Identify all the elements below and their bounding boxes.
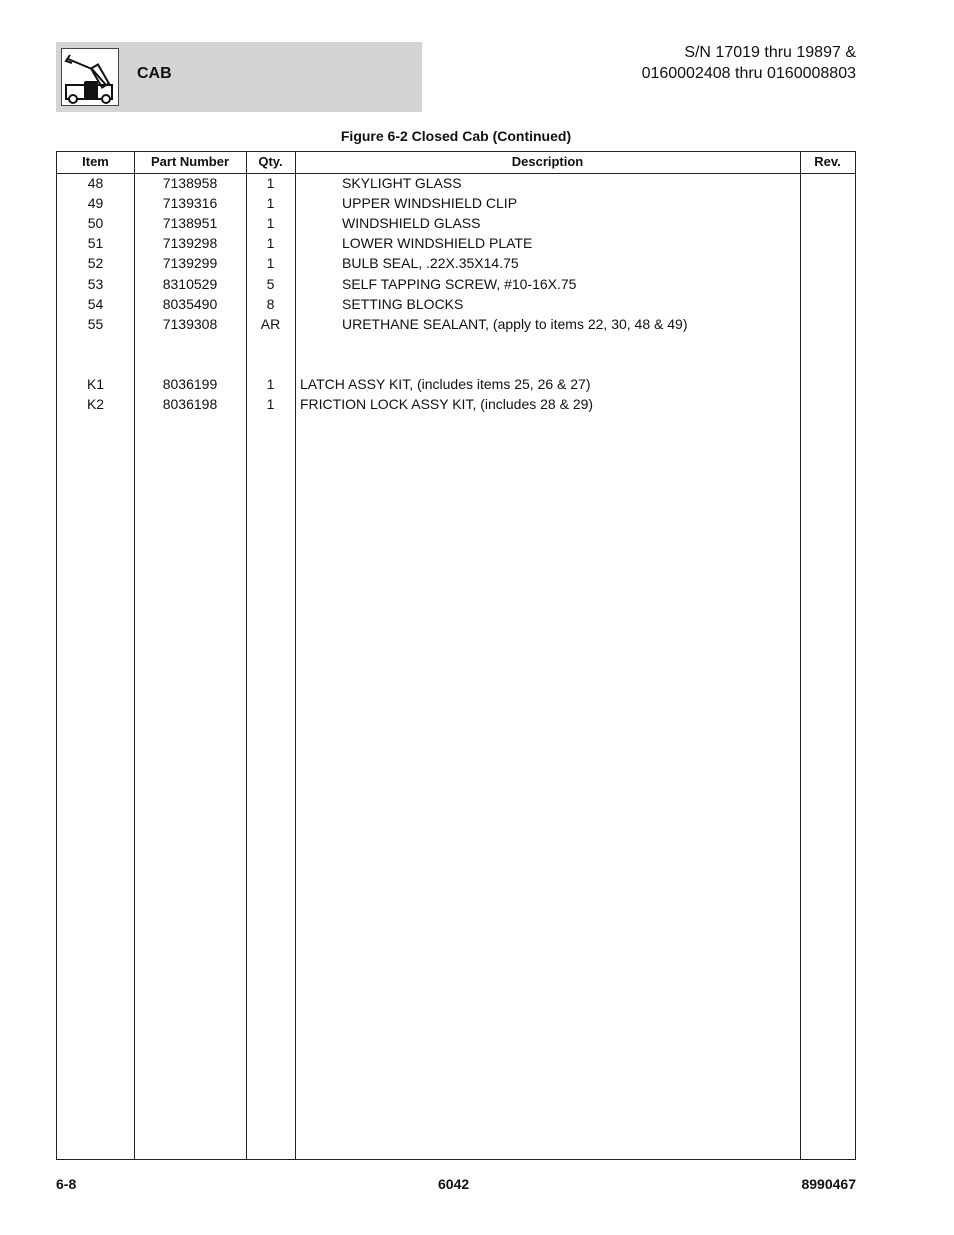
item-cell: 52 — [87, 255, 104, 271]
telehandler-icon — [61, 48, 119, 106]
qty-cell: 1 — [266, 195, 275, 211]
page-number: 6-8 — [56, 1176, 77, 1192]
part-number-cell: 8035490 — [162, 296, 218, 312]
table-row — [57, 374, 855, 394]
description-cell: SELF TAPPING SCREW, #10-16X.75 — [342, 276, 577, 292]
part-number-cell: 8036199 — [162, 376, 218, 392]
column-header-part-number: Part Number — [150, 154, 230, 169]
table-row — [57, 173, 855, 193]
table-row — [57, 274, 855, 294]
serial-range — [642, 42, 856, 84]
description-cell: WINDSHIELD GLASS — [342, 215, 481, 231]
qty-cell: 5 — [266, 276, 275, 292]
description-cell: SKYLIGHT GLASS — [342, 175, 462, 191]
description-cell: SETTING BLOCKS — [342, 296, 464, 312]
part-number-cell: 7139308 — [162, 316, 218, 332]
table-row — [57, 213, 855, 233]
description-cell: FRICTION LOCK ASSY KIT, (includes 28 & 29) — [300, 396, 594, 412]
qty-cell: 1 — [266, 396, 275, 412]
item-cell: 49 — [87, 195, 104, 211]
item-cell: 48 — [87, 175, 104, 191]
column-header-qty: Qty. — [258, 154, 283, 169]
qty-cell: 1 — [266, 215, 275, 231]
item-cell: K1 — [86, 376, 105, 392]
serial-line-1: S/N 17019 thru 19897 & — [684, 44, 856, 61]
description-cell: LATCH ASSY KIT, (includes items 25, 26 & 27) — [300, 376, 591, 392]
section-title: CAB — [137, 65, 172, 82]
part-number-cell: 7138951 — [162, 215, 218, 231]
description-cell: UPPER WINDSHIELD CLIP — [342, 195, 518, 211]
description-cell: LOWER WINDSHIELD PLATE — [342, 235, 533, 251]
column-header-item: Item — [82, 154, 109, 169]
table-row — [57, 233, 855, 253]
item-cell: 51 — [87, 235, 104, 251]
table-row — [57, 253, 855, 273]
column-header-description: Description — [511, 154, 584, 169]
part-number-cell: 7138958 — [162, 175, 218, 191]
part-number-cell: 8036198 — [162, 396, 218, 412]
qty-cell: 1 — [266, 175, 275, 191]
description-cell: BULB SEAL, .22X.35X14.75 — [342, 255, 519, 271]
parts-table — [56, 151, 856, 1160]
item-cell: K2 — [86, 396, 105, 412]
item-cell: 50 — [87, 215, 104, 231]
qty-cell: AR — [260, 316, 281, 332]
table-row — [57, 314, 855, 334]
document-number: 8990467 — [801, 1176, 856, 1192]
description-cell: URETHANE SEALANT, (apply to items 22, 30, 48 & 49) — [342, 316, 688, 332]
part-number-cell: 7139316 — [162, 195, 218, 211]
qty-cell: 8 — [266, 296, 275, 312]
item-cell: 55 — [87, 316, 104, 332]
table-row — [57, 193, 855, 213]
part-number-cell: 7139299 — [162, 255, 218, 271]
table-row — [57, 294, 855, 314]
qty-cell: 1 — [266, 255, 275, 271]
figure-title: Figure 6-2 Closed Cab (Continued) — [340, 128, 572, 144]
item-cell: 53 — [87, 276, 104, 292]
qty-cell: 1 — [266, 376, 275, 392]
item-cell: 54 — [87, 296, 104, 312]
table-row — [57, 394, 855, 414]
model-number: 6042 — [438, 1176, 470, 1192]
qty-cell: 1 — [266, 235, 275, 251]
serial-line-2: 0160002408 thru 0160008803 — [641, 65, 856, 82]
part-number-cell: 7139298 — [162, 235, 218, 251]
part-number-cell: 8310529 — [162, 276, 218, 292]
column-header-rev: Rev. — [814, 154, 841, 169]
